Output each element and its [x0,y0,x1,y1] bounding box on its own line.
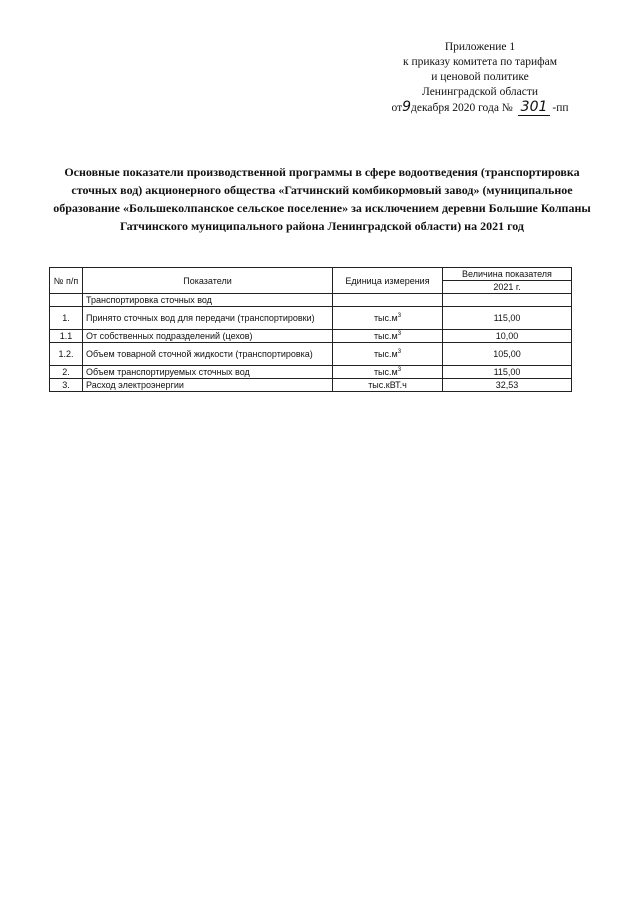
table-row [50,294,572,307]
annex-date-line [360,100,600,116]
row-value: 115,00 [443,307,572,330]
row-unit: тыс.кВТ.ч [333,379,443,392]
indicators-table [49,267,572,392]
row-name: Принято сточных вод для передачи (транспортировки) [83,307,333,330]
row-unit: $тыс.м^3$ [333,330,443,343]
row-value: 32,53 [443,379,572,392]
row-unit: $тыс.м^3$ [333,343,443,366]
row-value: 115,00 [443,366,572,379]
table-row [50,343,572,366]
row-value: 105,00 [443,343,572,366]
row-name: От собственных подразделений (цехов) [83,330,333,343]
header-num: № п/п [50,268,83,294]
row-unit [333,294,443,307]
annex-line-region: Ленинградской области [421,86,539,98]
date-prefix: от [391,102,403,114]
header-unit: Единица измерения [333,268,443,294]
handwritten-day: 9 [402,99,412,115]
annex-block [360,40,600,116]
row-num: 2. [50,366,83,379]
row-value: 10,00 [443,330,572,343]
annex-title: Приложение 1 [444,41,516,53]
row-name: Расход электроэнергии [83,379,333,392]
row-num [50,294,83,307]
header-name: Показатели [83,268,333,294]
row-num: 1.1 [50,330,83,343]
row-num: 1. [50,307,83,330]
table-row [50,379,572,392]
table-row [50,366,572,379]
date-rest: декабря 2020 года № [411,102,513,114]
table-row [50,307,572,330]
handwritten-order-number: 301 [518,100,551,116]
annex-line-order: к приказу комитета по тарифам [403,56,557,68]
row-unit: $тыс.м^3$ [333,366,443,379]
row-value [443,294,572,307]
row-name: Транспортировка сточных вод [83,294,333,307]
row-num: 1.2. [50,343,83,366]
document-title: Основные показатели производственной программы в сфере водоотведения (транспортировка сточных вод) акционерного общества «Гатчинский комбикормовый завод» (муниципальное образование «Большеколпанское сельское поселение» за исключением деревни Большие Колпаны Гатчинского муниципального района Ленинградской области) на 2021 год [53,165,591,233]
row-unit: $тыс.м^3$ [333,307,443,330]
row-num: 3. [50,379,83,392]
table-row [50,330,572,343]
row-name: Объем транспортируемых сточных вод [83,366,333,379]
header-value: Величина показателя [443,268,572,281]
row-name: Объем товарной сточной жидкости (транспортировка) [83,343,333,366]
order-suffix: -пп [552,102,569,114]
annex-line-policy: и ценовой политике [431,71,529,83]
header-year: 2021 г. [443,281,572,294]
